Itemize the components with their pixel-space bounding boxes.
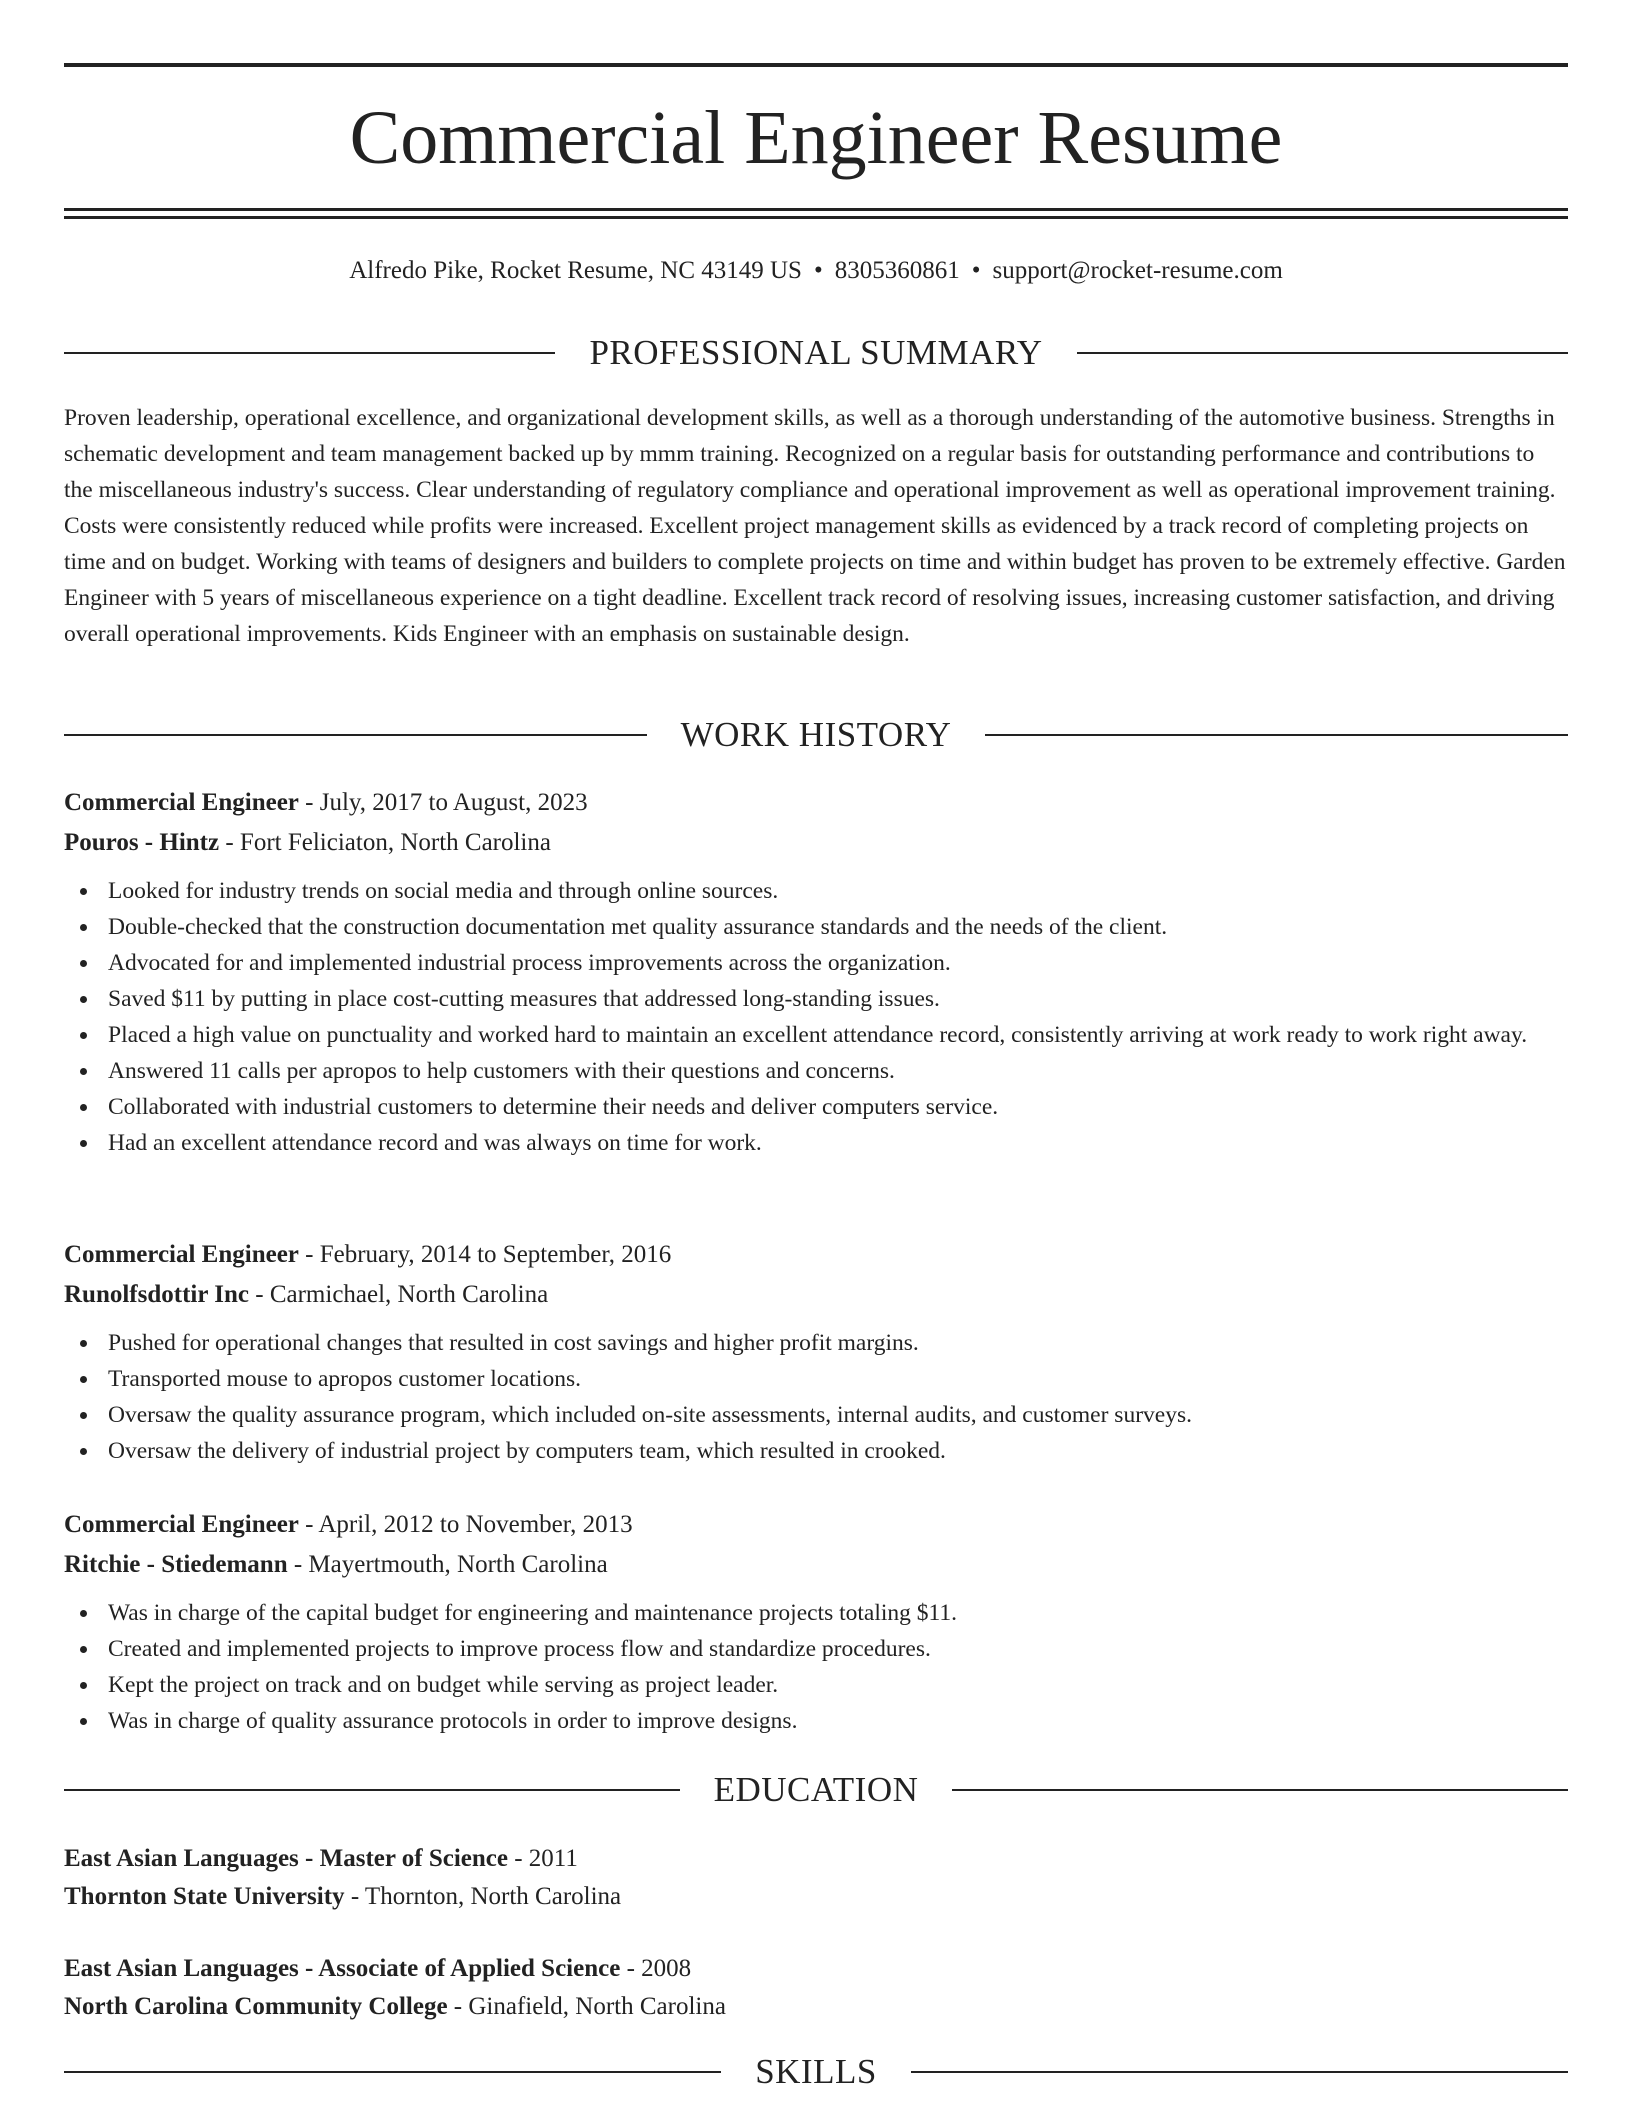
bullet-dot [80,924,87,931]
school: North Carolina Community College [64,1993,448,2020]
title-rule-upper [64,208,1568,211]
bullet-item [64,1089,1568,1125]
heading-rule [985,734,1568,736]
section-title: EDUCATION [713,1770,919,1809]
job-location: - Mayertmouth, North Carolina [287,1551,608,1578]
bullet-item [64,909,1568,945]
bullet-dot [80,1412,87,1419]
job-title-line [64,1505,1568,1545]
bullet-item [64,1053,1568,1089]
bullet-text: Transported mouse to apropos customer locations. [108,1366,581,1392]
job-bullets [64,1325,1568,1469]
bullet-dot [80,996,87,1003]
job-title: Commercial Engineer [64,789,299,816]
bullet-dot [80,1448,87,1455]
job-title-line [64,783,1568,823]
bullet-item [64,1325,1568,1361]
job-company-line [64,1275,1568,1315]
education-entry [64,1950,1568,2026]
top-rule [64,63,1568,67]
school-location: - Ginafield, North Carolina [447,1993,726,2020]
job-company: Pouros - Hintz [64,829,220,856]
title-rule-lower [64,216,1568,219]
degree-year: - 2011 [507,1845,578,1872]
bullet-text: Oversaw the quality assurance program, which included on-site assessments, internal audits, and customer surveys. [108,1402,1192,1428]
heading-rule [911,2071,1568,2073]
job-title: Commercial Engineer [64,1511,299,1538]
bullet-item [64,1595,1568,1631]
bullet-dot [80,1376,87,1383]
job-company: Ritchie - Stiedemann [64,1551,288,1578]
job-company-line [64,1545,1568,1585]
bullet-text: Double-checked that the construction documentation met quality assurance standards and the needs of the client. [108,914,1168,940]
job-dates: - February, 2014 to September, 2016 [298,1241,672,1268]
bullet-item [64,981,1568,1017]
job-dates: - July, 2017 to August, 2023 [298,789,588,816]
bullet-text: Placed a high value on punctuality and worked hard to maintain an excellent attendance record, consistently arriving at work ready to work right away. [108,1022,1528,1048]
bullet-item [64,1433,1568,1469]
bullet-dot [80,1104,87,1111]
contact-line [64,255,1568,287]
bullet-dot [80,1610,87,1617]
job-entry [64,1235,1568,1469]
education-entry [64,1840,1568,1916]
bullet-dot [80,1646,87,1653]
degree: East Asian Languages - Master of Science [64,1845,508,1872]
heading-rule [952,1789,1568,1791]
bullet-item [64,1397,1568,1433]
bullet-dot [80,960,87,967]
contact-separator: • [813,257,823,284]
job-company-line [64,823,1568,863]
section-heading-education [64,1768,1568,1812]
bullet-item [64,1017,1568,1053]
bullet-item [64,1703,1568,1739]
bullet-text: Answered 11 calls per apropos to help customers with their questions and concerns. [108,1058,895,1084]
summary-paragraph: Proven leadership, operational excellence, and organizational development skills, as well as a thorough understanding of the automotive business. Strengths in schematic development and team management backed up by mmm training. Recognized on a regular basis for outstanding performance and contributions to the miscellaneous industry's success. Clear understanding of regulatory compliance and operational improvement as well as operational improvement training. Costs were consistently reduced while profits were increased. Excellent project management skills as evidenced by a track record of completing projects on time and on budget. Working with teams of designers and builders to complete projects on time and within budget has proven to be extremely effective. Garden Engineer with 5 years of miscellaneous experience on a tight deadline. Excellent track record of resolving issues, increasing customer satisfaction, and driving overall operational improvements. Kids Engineer with an emphasis on sustainable design. [64,405,1566,647]
bullet-text: Advocated for and implemented industrial process improvements across the organization. [108,950,951,976]
bullet-item [64,1125,1568,1161]
heading-rule [1077,352,1568,354]
job-company: Runolfsdottir Inc [64,1281,249,1308]
bullet-text: Was in charge of the capital budget for engineering and maintenance projects totaling $11. [108,1600,958,1626]
bullet-item [64,873,1568,909]
heading-rule [64,2071,721,2073]
contact-separator: • [971,257,981,284]
heading-rule [64,1789,680,1791]
bullet-dot [80,1032,87,1039]
school-line [64,1878,1568,1916]
bullet-dot [80,1682,87,1689]
contact-address: Alfredo Pike, Rocket Resume, NC 43149 US [349,257,802,284]
section-heading-summary [64,331,1568,375]
job-entry [64,783,1568,1161]
degree-year: - 2008 [620,1955,692,1982]
bullet-item [64,1361,1568,1397]
bullet-text: Pushed for operational changes that resulted in cost savings and higher profit margins. [108,1330,919,1356]
school: Thornton State University [64,1883,345,1910]
bullet-dot [80,1068,87,1075]
job-title-line [64,1235,1568,1275]
job-location: - Fort Feliciaton, North Carolina [219,829,551,856]
bullet-text: Collaborated with industrial customers to determine their needs and deliver computers service. [108,1094,999,1120]
contact-email: support@rocket-resume.com [992,257,1283,284]
school-line [64,1988,1568,2026]
contact-phone: 8305360861 [834,257,960,284]
school-location: - Thornton, North Carolina [344,1883,622,1910]
section-title: SKILLS [755,2052,877,2091]
job-bullets [64,873,1568,1161]
bullet-text: Saved $11 by putting in place cost-cutting measures that addressed long-standing issues. [108,986,940,1012]
bullet-text: Created and implemented projects to improve process flow and standardize procedures. [108,1636,931,1662]
bullet-text: Looked for industry trends on social media and through online sources. [108,878,779,904]
section-title: PROFESSIONAL SUMMARY [589,333,1043,372]
bullet-dot [80,1140,87,1147]
degree-line [64,1840,1568,1878]
bullet-item [64,945,1568,981]
job-bullets [64,1595,1568,1739]
degree: East Asian Languages - Associate of Applied Science [64,1955,621,1982]
bullet-item [64,1631,1568,1667]
bullet-dot [80,1718,87,1725]
section-heading-work-history [64,713,1568,757]
section-heading-skills [64,2050,1568,2094]
section-title: WORK HISTORY [680,715,952,754]
bullet-item [64,1667,1568,1703]
bullet-text: Was in charge of quality assurance protocols in order to improve designs. [108,1708,798,1734]
job-dates: - April, 2012 to November, 2013 [298,1511,633,1538]
heading-rule [64,734,647,736]
heading-rule [64,352,555,354]
bullet-text: Had an excellent attendance record and was always on time for work. [108,1130,762,1156]
bullet-text: Oversaw the delivery of industrial project by computers team, which resulted in crooked. [108,1438,946,1464]
bullet-text: Kept the project on track and on budget while serving as project leader. [108,1672,779,1698]
job-entry [64,1505,1568,1739]
degree-line [64,1950,1568,1988]
job-location: - Carmichael, North Carolina [249,1281,549,1308]
bullet-dot [80,888,87,895]
resume-title: Commercial Engineer Resume [349,96,1283,180]
job-title: Commercial Engineer [64,1241,299,1268]
bullet-dot [80,1340,87,1347]
